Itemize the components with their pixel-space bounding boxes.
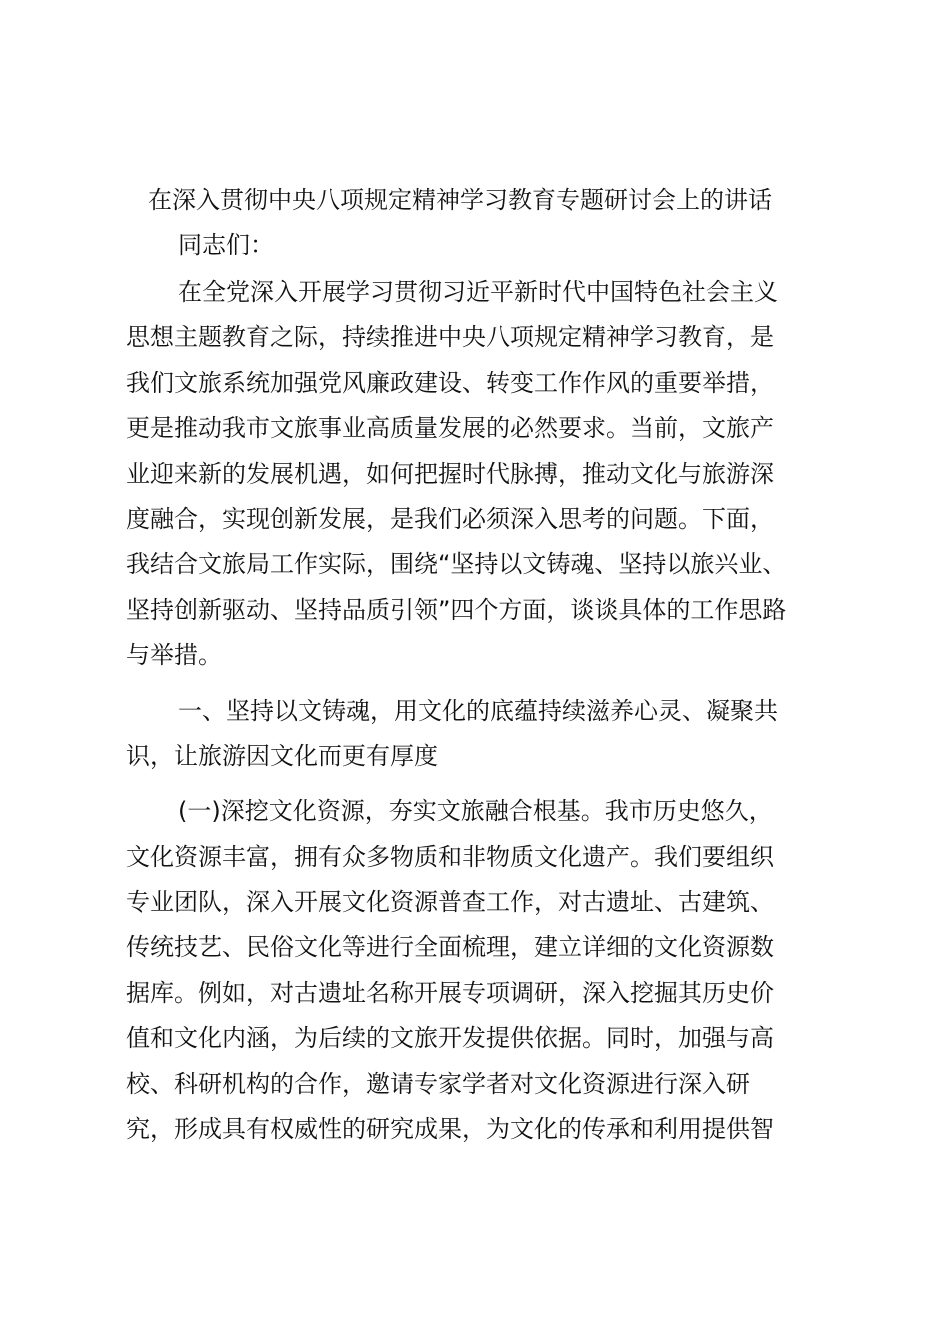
paragraph-line: 与举措。 — [126, 641, 222, 670]
paragraph-line: 究，形成具有权威性的研究成果，为文化的传承和利用提供智 — [126, 1115, 774, 1144]
paragraph-line: 文化资源丰富，拥有众多物质和非物质文化遗产。我们要组织 — [126, 842, 774, 871]
document-body — [126, 270, 816, 1152]
document-title: 在深入贯彻中央八项规定精神学习教育专题研讨会上的讲话 — [148, 186, 772, 214]
paragraph-line: 在全党深入开展学习贯彻习近平新时代中国特色社会主义 — [178, 278, 778, 306]
section-heading-line: 一、坚持以文铸魂，用文化的底蕴持续滋养心灵、凝聚共 — [178, 696, 778, 725]
paragraph-gap — [126, 679, 816, 689]
paragraph-line: 我们文旅系统加强党风廉政建设、转变工作作风的重要举措， — [126, 368, 774, 397]
paragraph-line: 业迎来新的发展机遇，如何把握时代脉搏，推动文化与旅游深 — [126, 459, 774, 488]
paragraph-gap — [126, 779, 816, 789]
paragraph-line: 度融合，实现创新发展，是我们必须深入思考的问题。下面， — [126, 504, 774, 533]
paragraph-line: 校、科研机构的合作，邀请专家学者对文化资源进行深入研 — [126, 1069, 750, 1098]
paragraph-line: 据库。例如，对古遗址名称开展专项调研，深入挖掘其历史价 — [126, 978, 774, 1007]
paragraph-line: 专业团队，深入开展文化资源普查工作，对古遗址、古建筑、 — [126, 888, 774, 917]
paragraph-line: 传统技艺、民俗文化等进行全面梳理，建立详细的文化资源数 — [126, 933, 774, 962]
section-heading-line: 识，让旅游因文化而更有厚度 — [126, 741, 438, 770]
salutation: 同志们： — [178, 231, 274, 259]
paragraph-line: 我结合文旅局工作实际，围绕“坚持以文铸魂、坚持以旅兴业、 — [126, 550, 787, 579]
paragraph-line: 更是推动我市文旅事业高质量发展的必然要求。当前，文旅产 — [126, 414, 774, 443]
paragraph-line: 坚持创新驱动、坚持品质引领”四个方面，谈谈具体的工作思路 — [126, 595, 787, 624]
paragraph-line: 思想主题教育之际，持续推进中央八项规定精神学习教育，是 — [126, 323, 774, 352]
paragraph-line: (一)深挖文化资源，夯实文旅融合根基。我市历史悠久， — [178, 797, 773, 826]
paragraph-line: 值和文化内涵，为后续的文旅开发提供依据。同时，加强与高 — [126, 1024, 774, 1053]
